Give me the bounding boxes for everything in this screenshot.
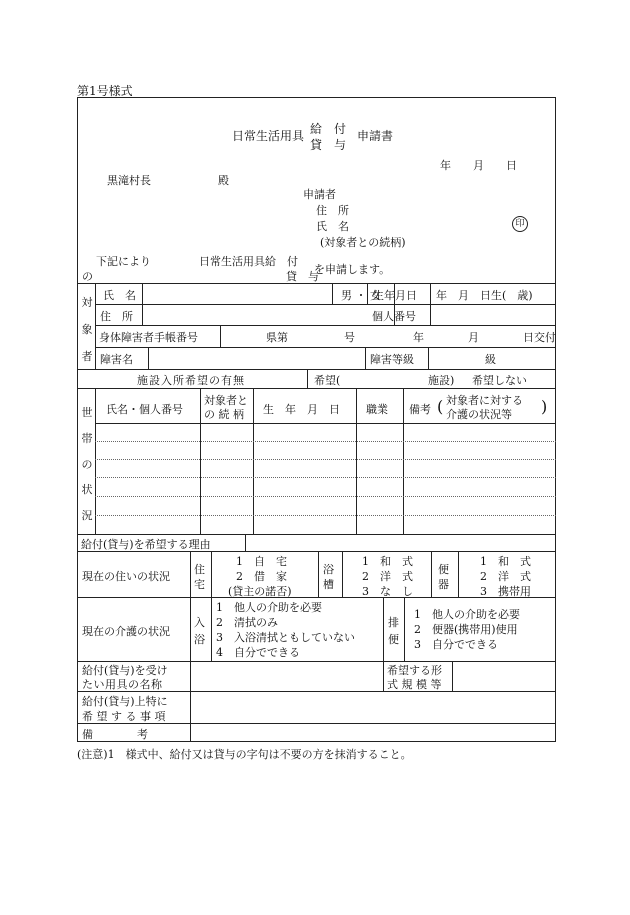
dono: 殿 — [218, 174, 229, 187]
jutaku-2: 宅 — [194, 578, 205, 591]
facility-shisetsu: 施設) — [428, 374, 455, 387]
household-vertical-5: 況 — [81, 509, 93, 522]
household-col-care-2: 介護の状況等 — [446, 408, 512, 421]
household-vertical-2: 帯 — [81, 432, 93, 445]
subject-vertical-3: 者 — [81, 350, 93, 363]
household-col-birth: 生 年 月 日 — [263, 403, 340, 416]
applicant-label: 申請者 — [303, 188, 336, 201]
household-col-care-1: 対象者に対する — [446, 394, 523, 407]
jutaku-opt-3: (貸主の諾否) — [228, 585, 292, 598]
nyuyoku-opt-2: 2 清拭のみ — [216, 616, 278, 629]
footnote: (注意)1 様式中、給付又は貸与の字句は不要の方を抹消すること。 — [77, 748, 412, 761]
yokuso-2: 槽 — [323, 578, 334, 591]
applicant-name-label: 氏 名 — [316, 220, 349, 233]
care-label: 現在の介護の状況 — [82, 625, 170, 638]
addressee: 黒滝村長 — [107, 174, 151, 187]
facility-kibo: 希望( — [314, 374, 341, 387]
title-kyufu: 給 付 — [310, 122, 347, 136]
request-line-start: 下記により — [96, 255, 151, 268]
subject-id-label: 個人番号 — [372, 310, 416, 323]
jutaku-opt-1: 1 自 宅 — [236, 555, 287, 568]
benki-opt-2: 2 洋 式 — [480, 570, 531, 583]
nyuyoku-opt-3: 3 入浴清拭ともしていない — [216, 631, 355, 644]
facility-label: 施設入所希望の有無 — [137, 374, 245, 387]
subject-name-label: 氏 名 — [103, 289, 136, 302]
request-no: の — [82, 270, 93, 283]
disability-kyu: 級 — [485, 353, 496, 366]
jutaku-1: 住 — [194, 563, 205, 576]
title-suffix: 申請書 — [357, 129, 394, 143]
remarks-label: 備 考 — [82, 728, 148, 741]
subject-birth-value: 年 月 日生( 歳) — [436, 289, 533, 302]
nyuyoku-2: 浴 — [194, 633, 205, 646]
household-col-relation-2: の 続 柄 — [204, 408, 244, 421]
household-col-relation-1: 対象者と — [204, 394, 248, 407]
handbook-ken: 県第 — [266, 331, 288, 344]
special-label-2: 希 望 す る 事 項 — [82, 710, 166, 723]
subject-vertical-1: 対 — [81, 296, 93, 309]
haiben-1: 排 — [388, 616, 399, 629]
item-label-1: 給付(貸与)を受け — [82, 664, 168, 677]
subject-birth-label: 生年月日 — [373, 289, 417, 302]
applicant-address-label: 住 所 — [316, 204, 349, 217]
seal-mark: 印 — [512, 216, 528, 232]
haiben-2: 便 — [388, 633, 399, 646]
reason-header: 給付(貸与)を希望する理由 — [81, 538, 211, 551]
yokuso-opt-2: 2 洋 式 — [362, 570, 413, 583]
relation-note: (対象者との続柄) — [320, 236, 406, 249]
household-vertical-1: 世 — [81, 406, 93, 419]
nyuyoku-opt-4: 4 自分でできる — [216, 646, 300, 659]
request-taiyo: 貸 与 — [286, 270, 319, 283]
handbook-label: 身体障害者手帳番号 — [99, 331, 198, 344]
request-end: を申請します。 — [314, 263, 391, 276]
residence-label: 現在の住いの状況 — [82, 570, 170, 583]
item-spec-1: 希望する形 — [387, 664, 442, 677]
household-col-note: 備考 — [409, 403, 431, 416]
disability-grade-label: 障害等級 — [370, 353, 414, 366]
haiben-opt-2: 2 便器(携帯用)使用 — [414, 623, 518, 636]
special-label-1: 給付(貸与)上特に — [82, 695, 168, 708]
household-vertical-4: 状 — [81, 483, 93, 496]
yokuso-opt-1: 1 和 式 — [362, 555, 413, 568]
request-mid: 日常生活用具給 付 — [199, 255, 298, 268]
yokuso-1: 浴 — [323, 563, 334, 576]
subject-sex: 男 ・ 女 — [341, 289, 381, 302]
subject-address-label: 住 所 — [100, 310, 133, 323]
item-label-2: たい用具の名称 — [82, 678, 163, 691]
jutaku-opt-2: 2 借 家 — [236, 570, 287, 583]
haiben-opt-1: 1 他人の介助を必要 — [414, 608, 520, 621]
item-spec-2: 式 規 模 等 — [387, 678, 442, 691]
application-date: 年 月 日 — [440, 159, 517, 172]
household-vertical-3: の — [81, 458, 93, 471]
title-prefix: 日常生活用具 — [232, 129, 305, 143]
subject-vertical-2: 象 — [81, 323, 93, 336]
benki-opt-3: 3 携帯用 — [480, 585, 531, 598]
disability-name-label: 障害名 — [100, 353, 133, 366]
nyuyoku-opt-1: 1 他人の介助を必要 — [216, 601, 322, 614]
household-col-name: 氏名・個人番号 — [106, 403, 183, 416]
yokuso-opt-3: 3 な し — [362, 585, 413, 598]
handbook-issue-date: 年 月 日交付 — [413, 331, 556, 344]
household-col-job: 職業 — [366, 403, 388, 416]
benki-opt-1: 1 和 式 — [480, 555, 531, 568]
handbook-go: 号 — [344, 331, 355, 344]
benki-2: 器 — [438, 578, 449, 591]
haiben-opt-3: 3 自分でできる — [414, 638, 498, 651]
nyuyoku-1: 入 — [194, 616, 205, 629]
title-taiyo: 貸 与 — [310, 138, 347, 152]
facility-no: 希望しない — [472, 374, 527, 387]
benki-1: 便 — [438, 563, 449, 576]
form-number: 第1号様式 — [77, 84, 133, 98]
